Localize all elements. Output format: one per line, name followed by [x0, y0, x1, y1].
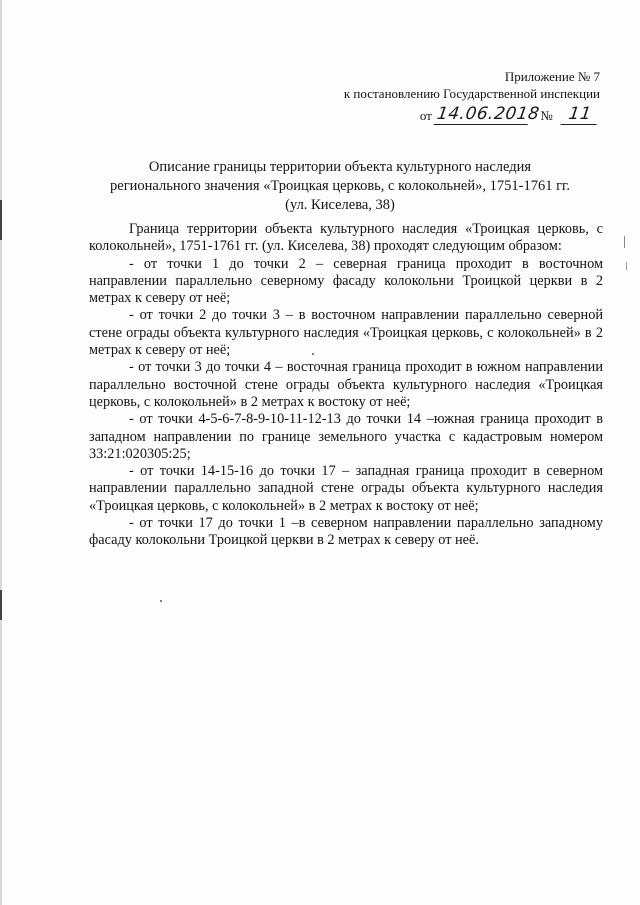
boundary-item-6: - от точки 17 до точки 1 –в северном направлении параллельно западному фасаду колокольни Троицкой церкви в 2 метрах к северу от неё.	[89, 515, 603, 549]
handwritten-number: 11	[561, 104, 600, 125]
scan-edge	[0, 0, 2, 905]
scan-edge-mark	[626, 262, 627, 270]
title-line-3: (ул. Киселева, 38)	[285, 197, 395, 213]
boundary-item-3: - от точки 3 до точки 4 – восточная граница проходит в южном направлении параллельно восточной стене ограды объекта культурного наследия «Троицкая церковь, с колокольней» в 2 метрах к востоку от неё;	[89, 359, 603, 410]
scan-edge-mark	[0, 590, 2, 620]
scan-edge-mark	[0, 200, 2, 240]
appendix-reference: к постановлению Государственной инспекции	[343, 86, 600, 101]
intro-paragraph: Граница территории объекта культурного наследия «Троицкая церковь, с колокольней», 1751-1761 гг. (ул. Киселева, 38) проходят следующим образом:	[89, 221, 603, 255]
boundary-item-1: - от точки 1 до точки 2 – северная граница проходит в восточном направлении параллельно северному фасаду колокольни Троицкой церкви в 2 метрах к северу от неё;	[89, 255, 603, 307]
scan-speck	[312, 353, 314, 355]
appendix-header	[344, 68, 600, 102]
handwritten-date: 14.06.2018	[434, 104, 531, 125]
boundary-item-2: - от точки 2 до точки 3 – в восточном направлении параллельно северной стене ограды объекта культурного наследия «Троицкая церковь, с колокольней» в 2 метрах к северу от неё;	[89, 307, 603, 359]
decree-date-line	[420, 104, 598, 125]
title-line-2: регионального значения «Троицкая церковь, с колокольней», 1751-1761 гг.	[110, 178, 570, 194]
from-label: от	[419, 108, 432, 123]
boundary-item-4: - от точки 4-5-6-7-8-9-10-11-12-13 до точки 14 –южная граница проходит в западном направлении по границе земельного участка с кадастровым номером 33:21:020305:25;	[89, 411, 603, 462]
scan-edge-mark	[624, 236, 625, 248]
document-body	[89, 221, 603, 550]
boundary-item-5: - от точки 14-15-16 до точки 17 – западная граница проходит в северном направлении параллельно западной стене ограды объекта культурного наследия «Троицкая церковь, с колокольней» в 2 метрах к востоку от неё;	[89, 463, 603, 514]
scan-speck	[160, 600, 162, 602]
title-line-1: Описание границы территории объекта культурного наследия	[148, 159, 532, 175]
number-label: №	[540, 108, 553, 123]
document-title	[70, 158, 610, 215]
appendix-number: Приложение № 7	[504, 69, 600, 84]
